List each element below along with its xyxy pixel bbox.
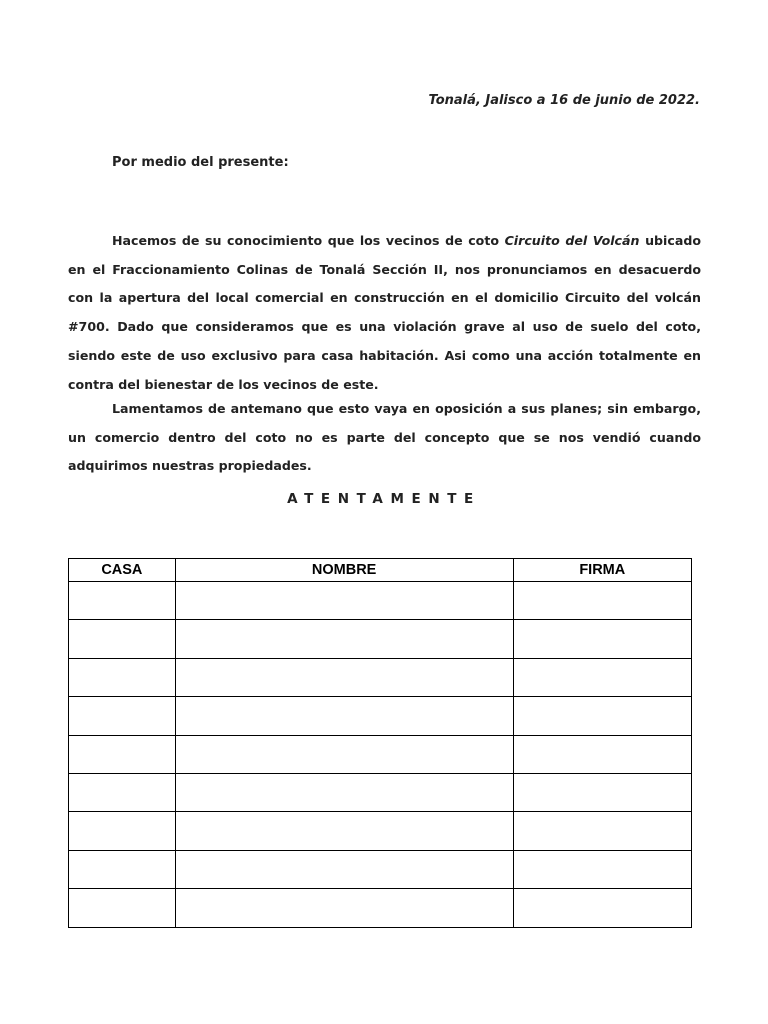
header-casa: CASA [69,559,176,582]
cell-firma[interactable] [513,889,691,927]
cell-firma[interactable] [513,773,691,811]
table-row [69,582,692,620]
signature-table [68,558,692,928]
cell-firma[interactable] [513,812,691,850]
paragraph-1 [68,227,701,399]
table-row [69,850,692,888]
cell-firma[interactable] [513,697,691,735]
cell-nombre[interactable] [175,812,513,850]
coto-name-emphasis: Circuito del Volcán [504,233,640,248]
salutation: Por medio del presente: [112,155,289,170]
cell-casa[interactable] [69,889,176,927]
cell-casa[interactable] [69,620,176,658]
table-row [69,735,692,773]
header-firma: FIRMA [513,559,691,582]
cell-casa[interactable] [69,697,176,735]
table-row [69,658,692,696]
cell-casa[interactable] [69,582,176,620]
cell-firma[interactable] [513,620,691,658]
table-row [69,889,692,927]
paragraph-2: Lamentamos de antemano que esto vaya en oposición a sus planes; sin embargo, un comercio dentro del coto no es parte del concepto que se nos vendió cuando adquirimos nuestras propiedades. [68,401,701,474]
table-row [69,697,692,735]
paragraph-1-rest: ubicado en el Fraccionamiento Colinas de Tonalá Sección II, nos pronunciamos en desacuerdo con la apertura del local comercial en construcción en el domicilio Circuito del volcán #700. Dado que consideramos que es una violación grave al uso de suelo del coto, siendo este de uso exclusivo para casa habitación. Asi como una acción totalmente en contra del bienestar de los vecinos de este. [68,233,701,392]
signature-table-body [69,582,692,928]
date-line: Tonalá, Jalisco a 16 de junio de 2022. [428,93,700,108]
cell-nombre[interactable] [175,620,513,658]
cell-casa[interactable] [69,812,176,850]
closing-atentamente: ATENTAMENTE [287,491,481,507]
table-row [69,812,692,850]
cell-firma[interactable] [513,850,691,888]
signature-table-header-row [69,559,692,582]
cell-casa[interactable] [69,850,176,888]
cell-nombre[interactable] [175,850,513,888]
cell-nombre[interactable] [175,697,513,735]
cell-casa[interactable] [69,773,176,811]
header-nombre: NOMBRE [175,559,513,582]
cell-casa[interactable] [69,658,176,696]
cell-nombre[interactable] [175,773,513,811]
cell-firma[interactable] [513,658,691,696]
table-row [69,773,692,811]
cell-nombre[interactable] [175,582,513,620]
cell-firma[interactable] [513,735,691,773]
table-row [69,620,692,658]
cell-casa[interactable] [69,735,176,773]
cell-nombre[interactable] [175,889,513,927]
cell-firma[interactable] [513,582,691,620]
cell-nombre[interactable] [175,658,513,696]
cell-nombre[interactable] [175,735,513,773]
paragraph-1-lead: Hacemos de su conocimiento que los vecinos de coto [112,233,505,248]
